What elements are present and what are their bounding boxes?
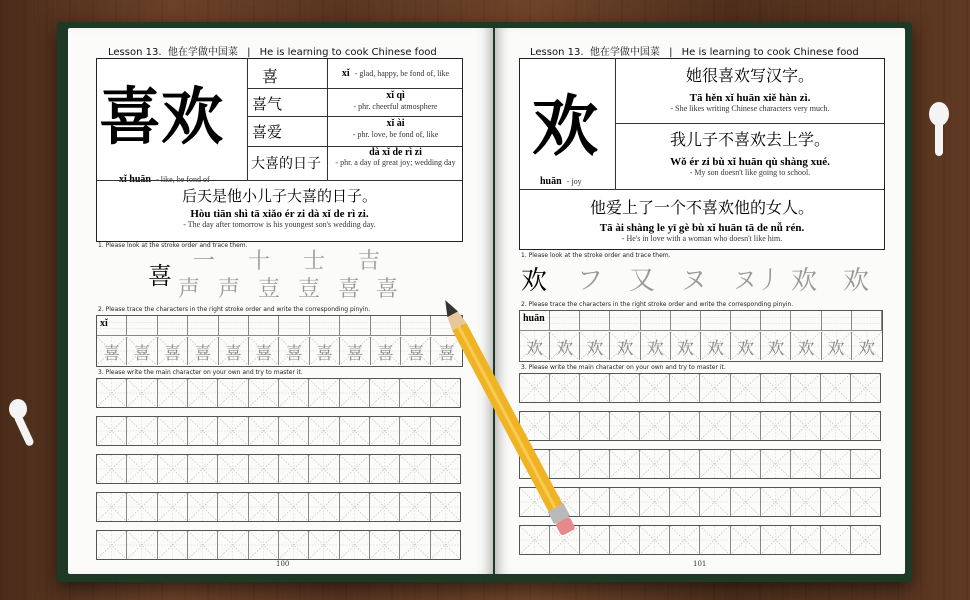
stroke-step: 欢 (791, 266, 818, 296)
practice-cell[interactable] (700, 526, 730, 554)
trace-char: 欢 (797, 339, 815, 359)
instruction-3: 3. Please write the main character on your own and try to master it. (98, 369, 303, 376)
practice-cell[interactable] (158, 493, 188, 521)
trace-cell[interactable] (791, 332, 821, 360)
trace-cell[interactable] (671, 332, 701, 360)
stroke-step: 欢 (521, 266, 548, 296)
practice-cell[interactable] (97, 493, 127, 521)
stroke-order (148, 250, 428, 302)
trace-cell[interactable] (641, 332, 671, 360)
trace-cell[interactable] (701, 332, 731, 360)
practice-cell[interactable] (158, 417, 188, 445)
vocab-def (329, 90, 462, 112)
pinyin-cell[interactable] (127, 316, 157, 336)
stroke-step: 声 (178, 277, 201, 302)
vocab-gloss: - phr. love, be fond of, like (352, 130, 439, 139)
practice-cell[interactable] (700, 450, 730, 478)
instruction-2: 2. Please trace the characters in the right stroke order and write the corresponding pinyin. (521, 301, 794, 308)
divider (520, 189, 884, 190)
main-char-pinyin: huān (540, 176, 562, 187)
stroke-step: 又 (629, 266, 656, 296)
practice-cell[interactable] (97, 531, 127, 559)
practice-cell[interactable] (370, 493, 400, 521)
pinyin-cell[interactable] (641, 311, 671, 331)
practice-cell[interactable] (249, 417, 279, 445)
practice-cell[interactable] (610, 526, 640, 554)
practice-cell[interactable] (340, 493, 370, 521)
practice-cell[interactable] (821, 412, 851, 440)
vocab-pinyin: xǐ ài (386, 118, 405, 129)
vocab-box (519, 58, 885, 250)
practice-cell[interactable] (761, 450, 791, 478)
practice-cell[interactable] (309, 455, 339, 483)
practice-cell[interactable] (127, 379, 157, 407)
pinyin-cell[interactable] (791, 311, 821, 331)
pinyin-cell[interactable] (97, 316, 127, 336)
pinyin-cell[interactable] (610, 311, 640, 331)
sentence-pinyin: Tā ài shàng le yī gè bù xǐ huān tā de nǚ rén. (599, 222, 805, 234)
practice-cell[interactable] (370, 455, 400, 483)
pinyin-cell[interactable] (671, 311, 701, 331)
practice-cell[interactable] (851, 412, 880, 440)
practice-cell[interactable] (761, 412, 791, 440)
practice-cell[interactable] (249, 531, 279, 559)
practice-cell[interactable] (731, 412, 761, 440)
pinyin-cell[interactable] (340, 316, 370, 336)
trace-char: 欢 (646, 339, 664, 359)
divider (247, 59, 248, 180)
divider (247, 88, 462, 89)
trace-cell[interactable] (340, 337, 370, 365)
practice-cell[interactable] (158, 531, 188, 559)
practice-cell[interactable] (309, 417, 339, 445)
trace-char: 欢 (827, 339, 845, 359)
trace-char: 喜 (316, 344, 334, 364)
practice-row[interactable] (96, 454, 461, 484)
trace-cell[interactable] (249, 337, 279, 365)
practice-cell[interactable] (670, 450, 700, 478)
sentence-hanzi: 我儿子不喜欢去上学。 (669, 130, 830, 149)
practice-cell[interactable] (821, 488, 851, 516)
pinyin-cell[interactable] (249, 316, 279, 336)
stroke-step: 壴 (258, 277, 281, 302)
earbud-icon (928, 100, 950, 160)
main-char-gloss: - joy (566, 177, 582, 186)
stroke-step: 壴 (298, 277, 321, 302)
practice-cell[interactable] (791, 450, 821, 478)
lesson-title-english: He is learning to cook Chinese food (259, 47, 437, 58)
practice-cell[interactable] (340, 455, 370, 483)
stroke-step: 一 (193, 249, 216, 274)
vocab-def (329, 61, 462, 80)
vocab-gloss: - glad, happy, be fond of, like (354, 69, 450, 78)
trace-char: 喜 (285, 344, 303, 364)
trace-char: 喜 (407, 344, 425, 364)
practice-cell[interactable] (218, 379, 248, 407)
trace-char: 欢 (737, 339, 755, 359)
instruction-1: 1. Please look at the stroke order and trace them. (521, 252, 671, 259)
practice-cell[interactable] (791, 412, 821, 440)
trace-cell[interactable] (127, 337, 157, 365)
practice-cell[interactable] (700, 488, 730, 516)
sentence-gloss: - The day after tomorrow is his youngest son's wedding day. (183, 220, 376, 229)
practice-cell[interactable] (127, 417, 157, 445)
trace-char: 欢 (556, 339, 574, 359)
practice-cell[interactable] (580, 412, 610, 440)
trace-char: 喜 (133, 344, 151, 364)
trace-pinyin: huān (523, 313, 545, 324)
practice-cell[interactable] (670, 412, 700, 440)
trace-char: 喜 (194, 344, 212, 364)
trace-char: 欢 (707, 339, 725, 359)
vocab-hanzi: 喜气 (252, 95, 283, 113)
stroke-step: 喜 (148, 262, 172, 290)
practice-cell[interactable] (731, 450, 761, 478)
lesson-number: Lesson 13. (530, 47, 584, 58)
practice-cell[interactable] (218, 417, 248, 445)
lesson-title-english: He is learning to cook Chinese food (681, 47, 859, 58)
practice-cell[interactable] (851, 374, 880, 402)
practice-cell[interactable] (279, 493, 309, 521)
main-char-pinyin-line (540, 169, 582, 188)
practice-cell[interactable] (370, 531, 400, 559)
practice-cell[interactable] (610, 488, 640, 516)
practice-cell[interactable] (821, 450, 851, 478)
trace-cell[interactable] (761, 332, 791, 360)
trace-cell[interactable] (731, 332, 761, 360)
practice-cell[interactable] (610, 374, 640, 402)
stroke-step: ヌ丿 (733, 266, 781, 294)
pinyin-cell[interactable] (219, 316, 249, 336)
trace-char: 喜 (103, 344, 121, 364)
pinyin-cell[interactable] (701, 311, 731, 331)
practice-cell[interactable] (791, 374, 821, 402)
trace-char: 欢 (586, 339, 604, 359)
trace-grid[interactable] (96, 315, 463, 367)
trace-char: 欢 (526, 339, 544, 359)
trace-cell[interactable] (852, 332, 882, 360)
stroke-step: 声 (218, 277, 241, 302)
trace-char: 欢 (616, 339, 634, 359)
trace-char: 喜 (255, 344, 273, 364)
practice-cell[interactable] (249, 379, 279, 407)
practice-cell[interactable] (370, 417, 400, 445)
practice-cell[interactable] (188, 531, 218, 559)
trace-cell[interactable] (97, 337, 127, 365)
trace-cell[interactable] (279, 337, 309, 365)
sentence-pinyin: Hòu tiān shì tā xiǎo ér zi dà xǐ de rì zi. (190, 208, 369, 220)
practice-cell[interactable] (670, 374, 700, 402)
trace-pinyin: xǐ (100, 318, 108, 329)
practice-cell[interactable] (279, 417, 309, 445)
practice-cell[interactable] (731, 374, 761, 402)
practice-cell[interactable] (188, 493, 218, 521)
vocab-gloss: - phr. cheerful atmosphere (353, 102, 438, 111)
practice-cell[interactable] (279, 379, 309, 407)
trace-char: 喜 (224, 344, 242, 364)
practice-cell[interactable] (279, 531, 309, 559)
stroke-step: ヌ (681, 266, 708, 296)
practice-cell[interactable] (761, 488, 791, 516)
practice-cell[interactable] (188, 379, 218, 407)
trace-char: 欢 (767, 339, 785, 359)
practice-cell[interactable] (218, 455, 248, 483)
sentence-hanzi: 后天是他小儿子大喜的日子。 (181, 187, 377, 205)
practice-cell[interactable] (249, 455, 279, 483)
practice-cell[interactable] (821, 526, 851, 554)
trace-cell[interactable] (401, 337, 431, 365)
stroke-step: 吉 (358, 249, 381, 274)
practice-cell[interactable] (309, 531, 339, 559)
trace-char: 欢 (858, 339, 876, 359)
stroke-step: 喜 (376, 277, 399, 302)
pencil-icon (440, 292, 580, 552)
practice-cell[interactable] (400, 493, 430, 521)
vocab-def (329, 148, 462, 168)
lesson-number: Lesson 13. (108, 47, 162, 58)
practice-cell[interactable] (97, 379, 127, 407)
practice-cell[interactable] (340, 417, 370, 445)
pinyin-cell[interactable] (371, 316, 401, 336)
practice-cell[interactable] (640, 526, 670, 554)
sentence-gloss: - He's in love with a woman who doesn't like him. (621, 234, 783, 243)
trace-cell[interactable] (371, 337, 401, 365)
practice-cell[interactable] (731, 526, 761, 554)
practice-cell[interactable] (670, 526, 700, 554)
pinyin-cell[interactable] (761, 311, 791, 331)
practice-row[interactable] (96, 530, 461, 560)
practice-cell[interactable] (851, 488, 880, 516)
divider (327, 59, 328, 180)
practice-cell[interactable] (700, 374, 730, 402)
practice-cell[interactable] (580, 488, 610, 516)
practice-cell[interactable] (188, 455, 218, 483)
sentence-hanzi: 她很喜欢写汉字。 (685, 66, 814, 85)
sentence-hanzi: 他爱上了一个不喜欢他的女人。 (589, 198, 814, 217)
divider (97, 180, 462, 181)
example-sentence (97, 185, 462, 229)
practice-row[interactable] (96, 492, 461, 522)
practice-row[interactable] (96, 378, 461, 408)
page-number: 100 (276, 560, 290, 568)
divider (247, 146, 462, 147)
practice-cell[interactable] (127, 531, 157, 559)
practice-cell[interactable] (640, 412, 670, 440)
lesson-title-chinese: 他在学做中国菜 (167, 47, 238, 58)
vocab-def (329, 118, 462, 140)
stroke-step: 喜 (338, 277, 361, 302)
pinyin-cell[interactable] (852, 311, 882, 331)
pinyin-cell[interactable] (158, 316, 188, 336)
practice-cell[interactable] (640, 488, 670, 516)
lesson-header: Lesson 13. 他在学做中国菜 | He is learning to cook Chinese food (108, 47, 437, 58)
divider (247, 116, 462, 117)
practice-cell[interactable] (400, 379, 430, 407)
main-char-hanzi: 欢 (532, 88, 598, 165)
practice-cell[interactable] (400, 455, 430, 483)
example-sentence (520, 195, 884, 243)
trace-cell[interactable] (310, 337, 340, 365)
trace-char: 欢 (676, 339, 694, 359)
trace-cell[interactable] (158, 337, 188, 365)
example-sentence (616, 63, 884, 113)
left-page (68, 28, 493, 574)
practice-cell[interactable] (249, 493, 279, 521)
vocab-hanzi: 喜爱 (252, 123, 283, 141)
vocab-pinyin: dà xǐ de rì zi (369, 147, 422, 158)
sentence-gloss: - My son doesn't like going to school. (689, 168, 811, 177)
pinyin-cell[interactable] (822, 311, 852, 331)
vocab-hanzi: 大喜的日子 (251, 156, 321, 172)
trace-cell[interactable] (188, 337, 218, 365)
stroke-step: フ (577, 266, 604, 296)
practice-row[interactable] (96, 416, 461, 446)
practice-cell[interactable] (279, 455, 309, 483)
example-sentence (616, 127, 884, 177)
trace-char: 喜 (164, 344, 182, 364)
sentence-gloss: - She likes writing Chinese characters very much. (670, 104, 830, 113)
practice-cell[interactable] (158, 379, 188, 407)
vocab-pinyin: xǐ qì (386, 90, 405, 101)
practice-cell[interactable] (309, 379, 339, 407)
lesson-header: Lesson 13. 他在学做中国菜 | He is learning to cook Chinese food (530, 47, 859, 58)
vocab-box (96, 58, 463, 242)
practice-grid[interactable] (96, 378, 461, 568)
lesson-title-chinese: 他在学做中国菜 (589, 47, 660, 58)
practice-cell[interactable] (97, 455, 127, 483)
practice-cell[interactable] (158, 455, 188, 483)
pinyin-cell[interactable] (188, 316, 218, 336)
practice-cell[interactable] (851, 450, 880, 478)
stroke-step: 欢 (843, 266, 870, 296)
practice-cell[interactable] (127, 455, 157, 483)
practice-cell[interactable] (580, 526, 610, 554)
trace-char: 喜 (346, 344, 364, 364)
practice-cell[interactable] (340, 531, 370, 559)
main-word-hanzi: 喜欢 (99, 80, 224, 153)
pinyin-cell[interactable] (580, 311, 610, 331)
page-number: 101 (693, 560, 707, 568)
pinyin-cell[interactable] (279, 316, 309, 336)
practice-cell[interactable] (821, 374, 851, 402)
pinyin-cell[interactable] (310, 316, 340, 336)
practice-cell[interactable] (218, 531, 248, 559)
earbud-icon (6, 395, 46, 455)
trace-char: 喜 (438, 344, 456, 364)
trace-cell[interactable] (219, 337, 249, 365)
practice-cell[interactable] (580, 374, 610, 402)
practice-cell[interactable] (400, 531, 430, 559)
practice-cell[interactable] (791, 488, 821, 516)
practice-cell[interactable] (188, 417, 218, 445)
practice-cell[interactable] (761, 374, 791, 402)
main-word-pinyin-line (119, 167, 210, 186)
practice-cell[interactable] (640, 374, 670, 402)
vocab-hanzi: 喜 (262, 67, 279, 86)
vocab-gloss: - phr. a day of great joy; wedding day (335, 158, 456, 167)
pinyin-cell[interactable] (731, 311, 761, 331)
pinyin-cell[interactable] (401, 316, 431, 336)
sentence-pinyin: Wǒ ér zi bù xǐ huān qù shàng xué. (670, 156, 830, 168)
practice-cell[interactable] (580, 450, 610, 478)
practice-cell[interactable] (791, 526, 821, 554)
practice-cell[interactable] (670, 488, 700, 516)
practice-cell[interactable] (700, 412, 730, 440)
divider (615, 123, 884, 124)
sentence-pinyin: Tā hěn xǐ huān xiě hàn zì. (689, 92, 811, 104)
stroke-step: 士 (303, 249, 326, 274)
practice-cell[interactable] (340, 379, 370, 407)
practice-cell[interactable] (400, 417, 430, 445)
practice-cell[interactable] (127, 493, 157, 521)
trace-cell[interactable] (580, 332, 610, 360)
instruction-1: 1. Please look at the stroke order and trace them. (98, 242, 248, 249)
practice-cell[interactable] (851, 526, 880, 554)
practice-cell[interactable] (370, 379, 400, 407)
practice-cell[interactable] (218, 493, 248, 521)
instruction-2: 2. Please trace the characters in the right stroke order and write the corresponding pinyin. (98, 306, 371, 313)
practice-cell[interactable] (761, 526, 791, 554)
practice-cell[interactable] (731, 488, 761, 516)
practice-cell[interactable] (97, 417, 127, 445)
instruction-3: 3. Please write the main character on your own and try to master it. (521, 364, 726, 371)
trace-cell[interactable] (822, 332, 852, 360)
practice-cell[interactable] (610, 412, 640, 440)
trace-cell[interactable] (610, 332, 640, 360)
practice-cell[interactable] (640, 450, 670, 478)
practice-cell[interactable] (610, 450, 640, 478)
stroke-step: 十 (248, 249, 271, 274)
practice-cell[interactable] (309, 493, 339, 521)
vocab-pinyin: xǐ (341, 68, 350, 79)
trace-char: 喜 (376, 344, 394, 364)
